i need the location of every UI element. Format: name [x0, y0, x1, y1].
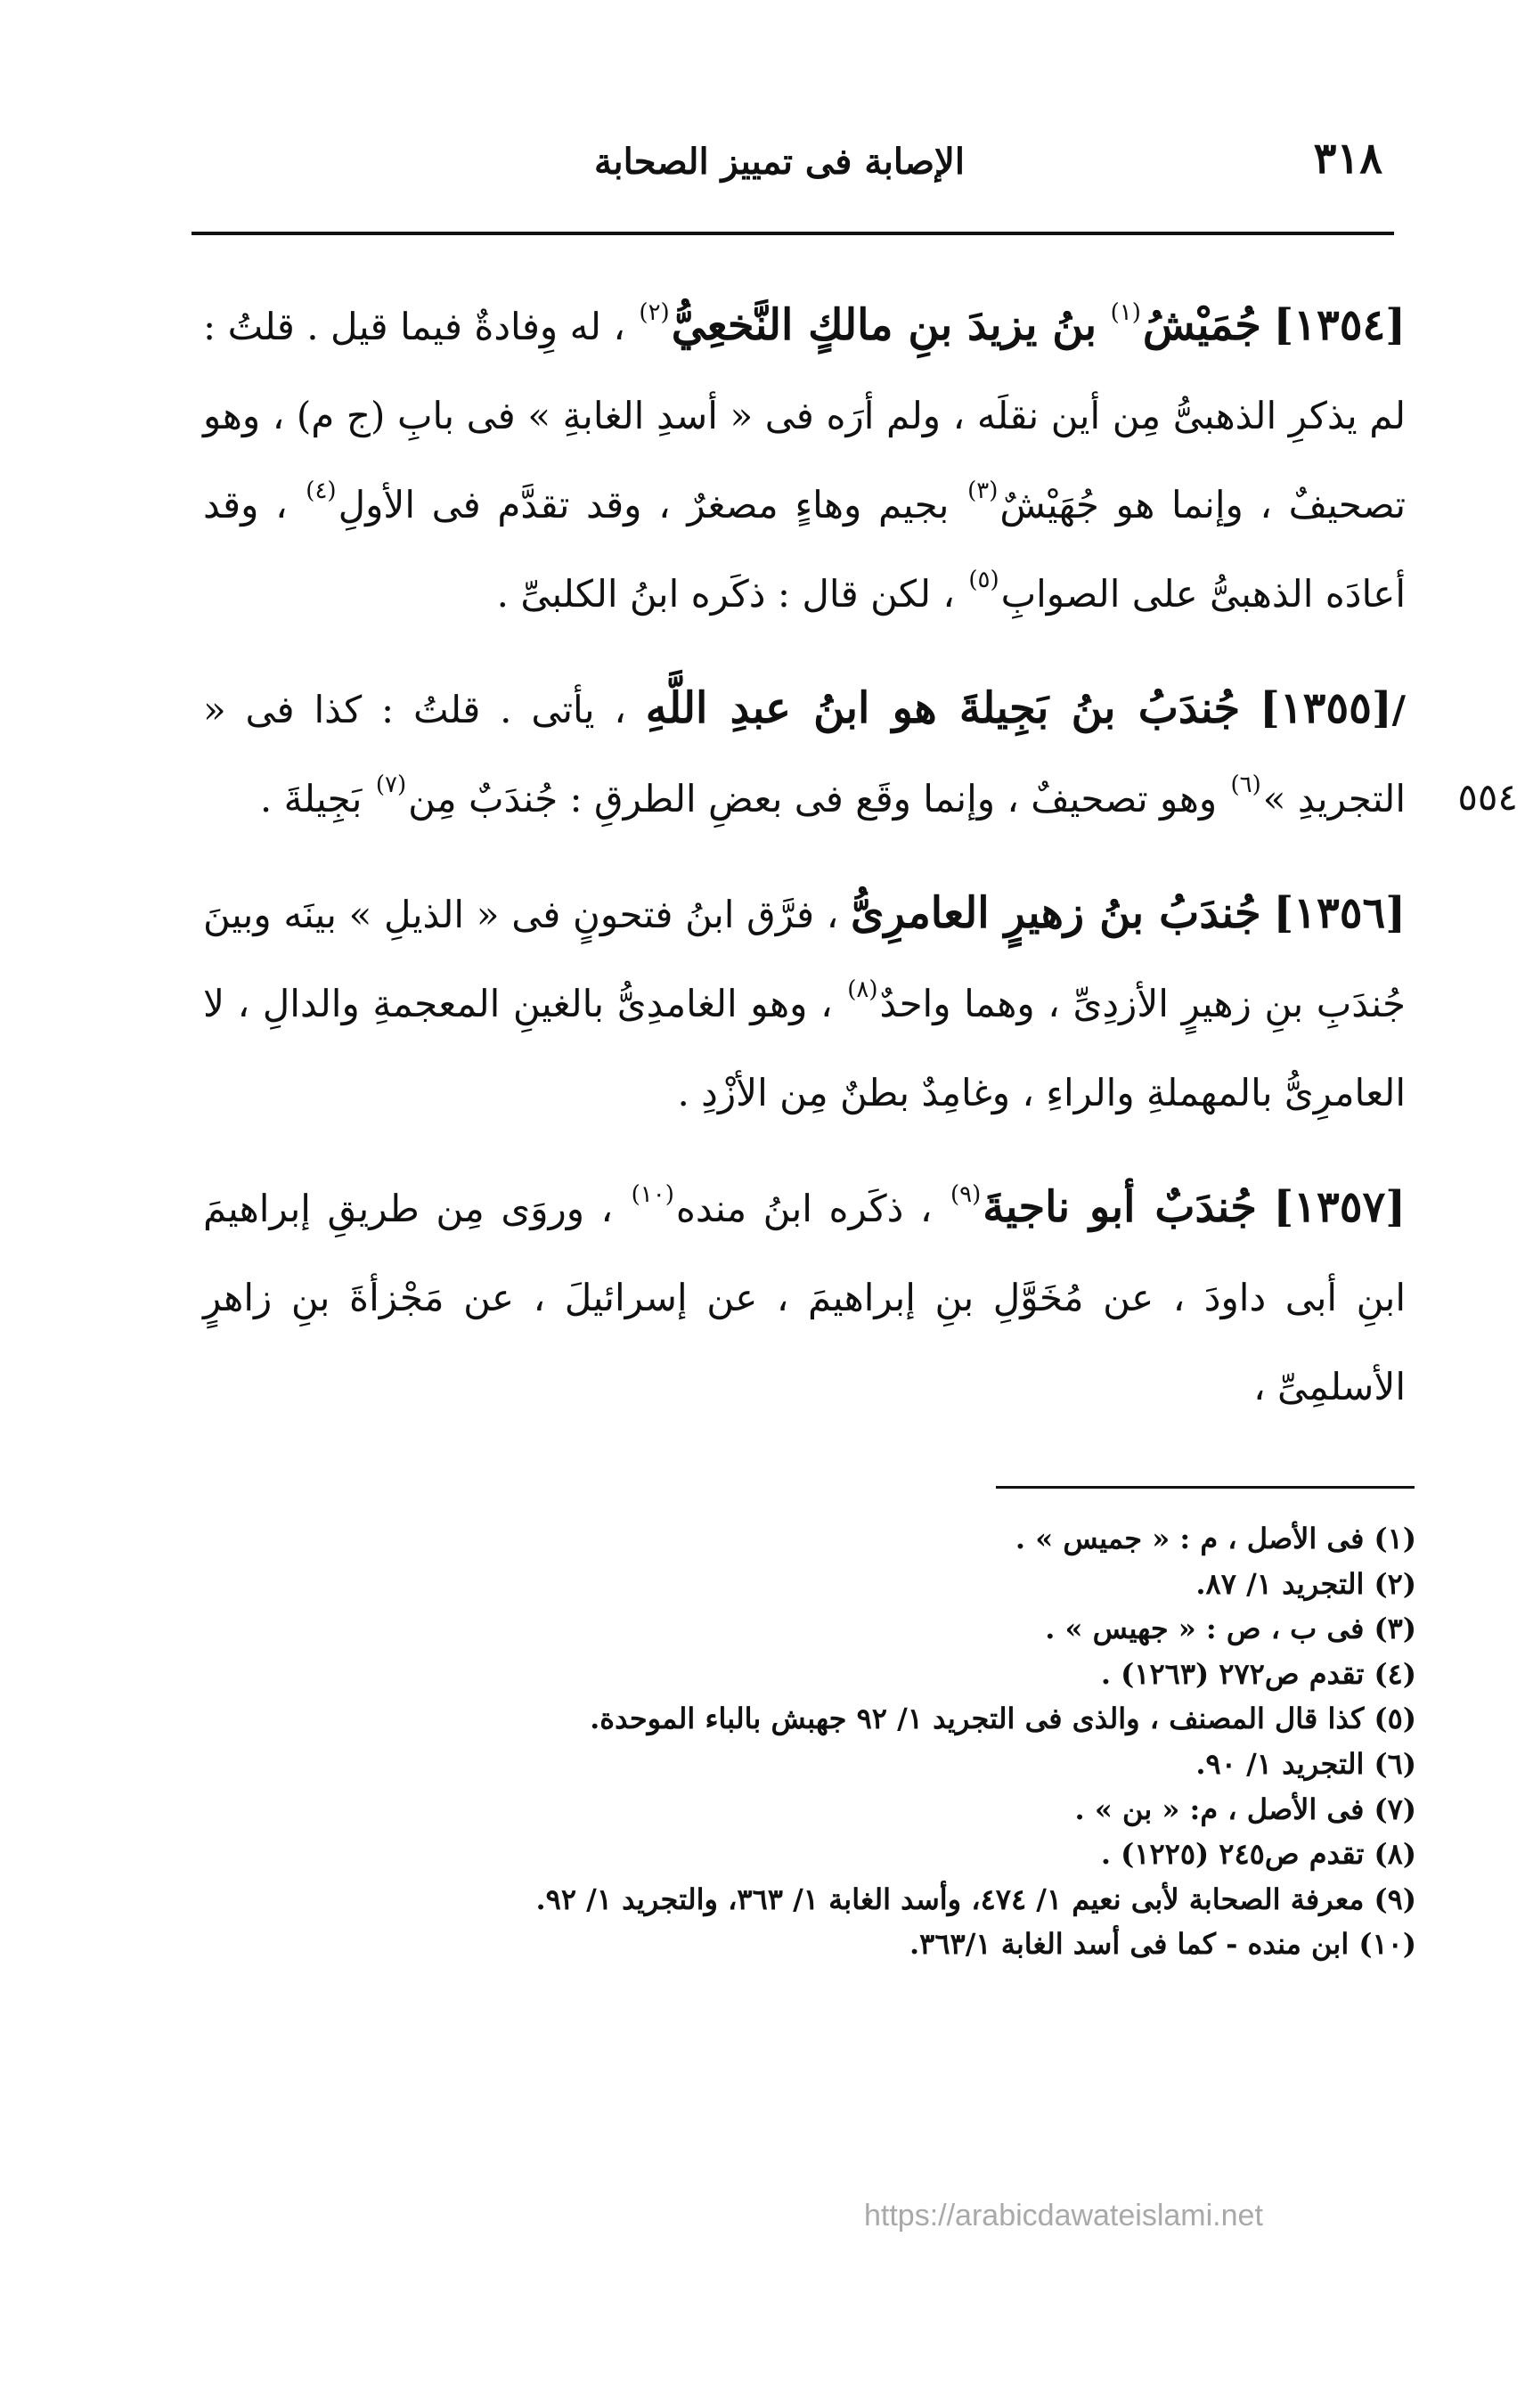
- footnote: (٨) تقدم ص٢٤٥ (١٢٢٥) .: [1100, 1837, 1416, 1872]
- footnote: (٢) التجريد ١/ ٨٧.: [1195, 1566, 1416, 1601]
- footnote-ref[interactable]: (٤): [306, 478, 337, 504]
- entry-number: [١٣٥٦]: [1273, 888, 1406, 938]
- entry-name: جُندَبٌ أبو ناجيةَ: [983, 1182, 1257, 1232]
- footnote-ref[interactable]: (٦): [1230, 771, 1261, 798]
- footnote: (٣) فى ب ، ص : « جهيس » .: [1045, 1612, 1416, 1646]
- footnote-ref[interactable]: (٧): [375, 771, 407, 798]
- margin-page-marker: ٥٥٤: [1457, 775, 1518, 819]
- footnote: (٩) معرفة الصحابة لأبى نعيم ١/ ٤٧٤، وأسد الغابة ١/ ٣٦٣، والتجريد ١/ ٩٢.: [535, 1882, 1416, 1916]
- entry-text: بَجِيلةَ .: [259, 777, 363, 820]
- footnote: (١٠) ابن منده - كما فى أسد الغابة ٣٦٣/١.: [909, 1927, 1416, 1962]
- entry-text: وهو تصحيفٌ ، وإنما وقَع فى بعضِ الطرقِ : جُندَبٌ مِن: [408, 777, 1218, 820]
- entry-1356: [203, 869, 1406, 1138]
- page-break-mark: /: [1391, 688, 1406, 731]
- footnote-ref[interactable]: (٣): [967, 478, 999, 504]
- footnote-ref[interactable]: (٨): [847, 976, 878, 1003]
- footnote: (٧) فى الأصل ، م: « بن » .: [1074, 1792, 1416, 1826]
- entry-number: [١٣٥٥]: [1260, 683, 1392, 733]
- entry-text: ، ذكَره ابنُ منده: [675, 1187, 933, 1230]
- header-rule: [192, 232, 1394, 235]
- footnote: (٤) تقدم ص٢٧٢ (١٢٦٣) .: [1100, 1656, 1416, 1691]
- entry-text: ، وقد أعادَه الذهبىُّ على الصوابِ: [203, 483, 1406, 616]
- entry-text: ، فرَّق ابنُ فتحونٍ فى « الذيلِ » بينَه وبينَ جُندَبِ بنِ زهيرٍ الأزدِىِّ ، وهما واحدٌ: [203, 893, 1406, 1025]
- entry-name-cont: بنُ يزيدَ بنِ مالكٍ النَّخعِيُّ: [671, 300, 1097, 350]
- footnote: (٦) التجريد ١/ ٩٠.: [1195, 1746, 1416, 1781]
- entry-1354: [203, 281, 1406, 639]
- watermark-url: https://arabicdawateislami.net: [864, 2199, 1263, 2233]
- entry-text: ، وروَى مِن طريقِ إبراهيمَ ابنِ أبى داودَ ، عن مُخَوَّلِ بنِ إبراهيمَ ، عن إسرائيلَ ، عن مَجْزأةَ بنِ زاهرٍ الأسلمِىِّ ،: [203, 1187, 1406, 1408]
- footnote-rule: [996, 1486, 1415, 1489]
- footnotes-list: [374, 1516, 1416, 1967]
- entry-1355: [203, 664, 1406, 844]
- entry-name: جُندَبُ بنُ زهيرٍ العامرِىُّ: [851, 888, 1261, 938]
- entry-text: ، لكن قال : ذكَره ابنُ الكلبىِّ .: [496, 572, 955, 616]
- entry-number: [١٣٥٧]: [1273, 1182, 1407, 1232]
- footnote-ref[interactable]: (١): [1110, 299, 1141, 326]
- footnote: (٥) كذا قال المصنف ، والذى فى التجريد ١/ ٩٢ جهبش بالباء الموحدة.: [590, 1702, 1416, 1736]
- entry-text: بجيم وهاءٍ مصغرٌ ، وقد تقدَّم فى الأولِ: [338, 483, 950, 526]
- entry-name: جُندَبُ بنُ بَجِيلةَ هو ابنُ عبدِ اللَّهِ: [645, 683, 1241, 733]
- entry-text: ، يأتى . قلتُ : كذا فى « التجريدِ »: [203, 688, 1406, 820]
- footnote-ref[interactable]: (٩): [950, 1181, 982, 1208]
- footnote-ref[interactable]: (١٠): [631, 1181, 674, 1208]
- entry-name: جُمَيْشُ: [1142, 300, 1261, 350]
- footnote-ref[interactable]: (٥): [968, 567, 999, 593]
- entry-text: ، له وِفادةٌ فيما قيل . قلتُ : لم يذكرِ الذهبىُّ مِن أين نقلَه ، ولم أرَه فى « أسدِ الغابةِ » فى بابِ (ج م) ، وهو تصحيفٌ ، وإنما هو جُهَيْشٌ: [203, 305, 1407, 526]
- body-text: [203, 281, 1406, 1457]
- footnote-ref[interactable]: (٢): [639, 299, 670, 326]
- page-number: ٣١٨: [1313, 134, 1382, 184]
- entry-number: [١٣٥٤]: [1273, 300, 1406, 350]
- entry-text: ، وهو الغامدِىُّ بالغينِ المعجمةِ والدالِ ، لا العامرِىُّ بالمهملةِ والراءِ ، وغامِدٌ بطنٌ مِن الأزْدِ .: [203, 982, 1406, 1114]
- running-title: الإصابة فى تمييز الصحابة: [594, 141, 965, 183]
- footnote: (١) فى الأصل ، م : « جميس » .: [1015, 1522, 1416, 1555]
- entry-1357: [203, 1163, 1406, 1432]
